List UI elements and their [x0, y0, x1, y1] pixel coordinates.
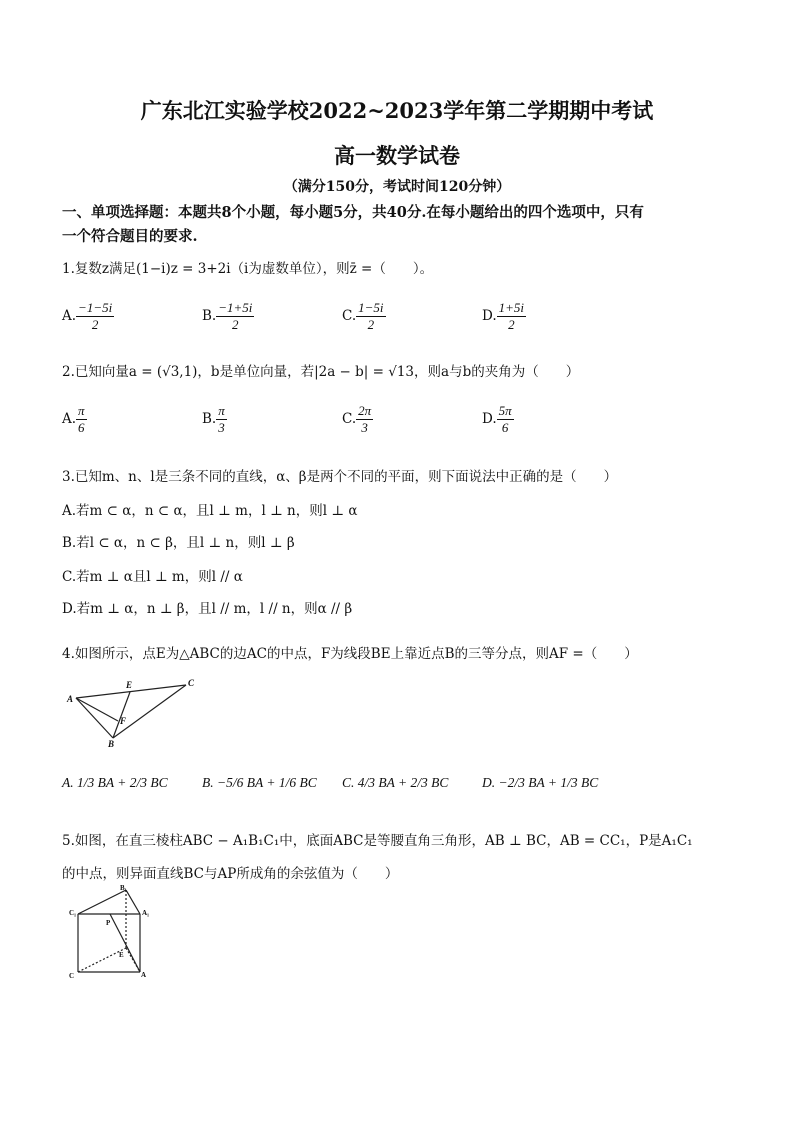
- q3-option-a: A.若m ⊂ α，n ⊂ α，且l ⊥ m，l ⊥ n，则l ⊥ α: [62, 503, 358, 519]
- q5-prism-figure: [68, 884, 152, 982]
- q3-option-c: C.若m ⊥ α且l ⊥ m，则l // α: [62, 569, 243, 585]
- fig4-label-b: B: [108, 739, 115, 748]
- q4-option-c: C. 4/3 BA + 2/3 BC: [342, 775, 449, 790]
- fig5-label-b1: B₁: [120, 884, 127, 892]
- q3-stem: 3.已知m、n、l是三条不同的直线，α、β是两个不同的平面，则下面说法中正确的是（ ）: [62, 469, 618, 485]
- fig5-label-a: A: [141, 971, 147, 979]
- fig4-label-c: C: [188, 678, 195, 688]
- q2-option-a: A. $\frac{\pi}{6}$: [62, 403, 85, 435]
- q4-option-a: A. 1/3 BA + 2/3 BC: [62, 775, 168, 790]
- fig5-label-a1: A₁: [142, 909, 150, 917]
- q1-option-b: B. $\frac{-1+5i}{2}$: [202, 300, 253, 332]
- q1-stem: 1.复数z满足(1−i)z = 3+2i（i为虚数单位），则z̄ =（ ）。: [62, 261, 434, 277]
- q1-option-d: D. $\frac{1+5i}{2}$: [482, 300, 525, 332]
- q2-option-c: C. $\frac{2\pi}{3}$: [342, 403, 372, 435]
- q5-stem-line1: 5.如图，在直三棱柱ABC − A₁B₁C₁中，底面ABC是等腰直角三角形，AB ⊥ BC，AB = CC₁，P是A₁C₁: [62, 833, 693, 849]
- fig5-label-p: P: [106, 919, 111, 927]
- exam-title: 广东北江实验学校2022~2023学年第二学期期中考试: [140, 98, 654, 123]
- q1-option-a: A. $\frac{-1-5i}{2}$: [62, 300, 113, 332]
- q4-stem: 4.如图所示，点E为△ABC的边AC的中点，F为线段BE上靠近点B的三等分点，则AF =（ ）: [62, 646, 638, 662]
- section-heading-line1: 一、单项选择题：本题共8个小题，每小题5分，共40分.在每小题给出的四个选项中，只有: [62, 204, 644, 221]
- q1-option-c: C. $\frac{1-5i}{2}$: [342, 300, 384, 332]
- exam-note: （满分150分，考试时间120分钟）: [283, 179, 511, 195]
- q3-option-b: B.若l ⊂ α，n ⊂ β，且l ⊥ n，则l ⊥ β: [62, 535, 295, 551]
- q3-option-d: D.若m ⊥ α，n ⊥ β，且l // m，l // n，则α // β: [62, 601, 353, 617]
- section-heading-line2: 一个符合题目的要求.: [62, 228, 198, 245]
- fig4-label-e: E: [126, 680, 133, 690]
- fig5-label-c: C: [69, 972, 75, 980]
- q5-stem-line2: 的中点，则异面直线BC与AP所成角的余弦值为（ ）: [62, 866, 399, 882]
- exam-subtitle: 高一数学试卷: [334, 143, 460, 168]
- fig4-label-a: A: [67, 694, 74, 704]
- q2-option-d: D. $\frac{5\pi}{6}$: [482, 403, 512, 435]
- q4-option-b: B. −5/6 BA + 1/6 BC: [202, 775, 317, 790]
- fig5-label-e: E: [119, 951, 124, 959]
- q2-stem: 2.已知向量a = (√3,1)，b是单位向量，若|2a − b| = √13，则a与b的夹角为（ ）: [62, 364, 580, 380]
- fig4-label-f: F: [120, 716, 127, 726]
- q2-option-b: B. $\frac{\pi}{3}$: [202, 403, 225, 435]
- q4-triangle-figure: [66, 676, 202, 748]
- q4-option-d: D. −2/3 BA + 1/3 BC: [482, 775, 599, 790]
- fig5-label-c1: C₁: [69, 909, 77, 917]
